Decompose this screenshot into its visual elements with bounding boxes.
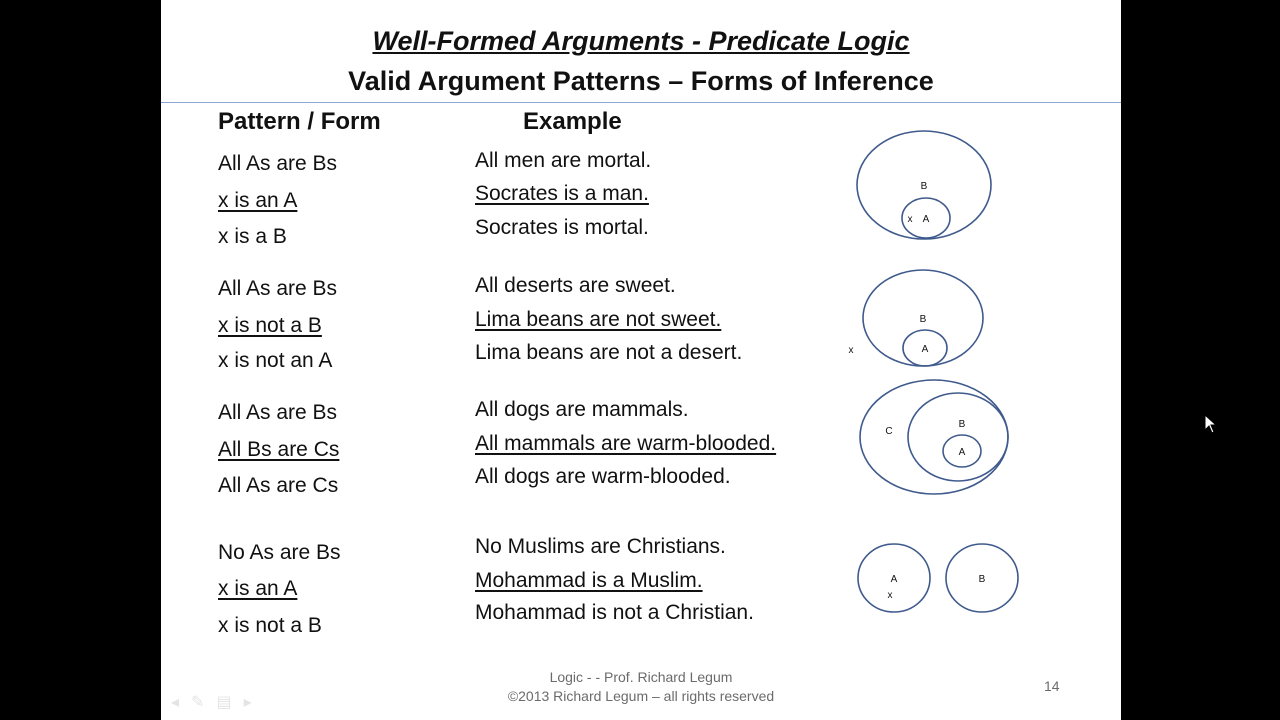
label-b: B xyxy=(919,314,927,325)
pattern-line: All As are Bs xyxy=(218,152,338,175)
pattern-line: No As are Bs xyxy=(218,541,341,564)
example-line: Mohammad is not a Christian. xyxy=(475,601,754,624)
label-a: A xyxy=(958,447,966,458)
prev-slide-icon[interactable]: ◂ xyxy=(171,694,180,711)
pattern-line: x is not a B xyxy=(218,614,322,637)
mouse-cursor-icon xyxy=(1204,414,1218,436)
label-c: C xyxy=(885,426,893,437)
pattern-line: x is not an A xyxy=(218,349,333,372)
pattern-line: x is a B xyxy=(218,225,287,248)
pattern-line: All As are Bs xyxy=(218,277,338,300)
pattern-column-header: Pattern / Form xyxy=(218,108,381,135)
slideshow-nav xyxy=(171,692,252,712)
pattern-line: All As are Cs xyxy=(218,474,339,497)
venn-diagram-2 xyxy=(849,270,984,366)
example-column-header: Example xyxy=(523,108,622,135)
example-line: All mammals are warm-blooded. xyxy=(475,432,777,455)
label-a: A xyxy=(890,574,898,585)
menu-icon[interactable]: ▤ xyxy=(216,694,232,711)
example-line: All dogs are warm-blooded. xyxy=(475,465,731,488)
next-slide-icon[interactable]: ▸ xyxy=(243,694,252,711)
circle-b xyxy=(908,393,1008,481)
example-line: Socrates is a man. xyxy=(475,182,649,205)
slide-title: Well-Formed Arguments - Predicate Logic xyxy=(372,26,910,56)
example-line: All men are mortal. xyxy=(475,149,652,172)
label-a: A xyxy=(922,214,930,225)
slide-number: 14 xyxy=(1044,678,1060,694)
pattern-line: x is an A xyxy=(218,577,298,600)
venn-diagram-4 xyxy=(858,544,1018,612)
label-b: B xyxy=(958,419,966,430)
example-line: All dogs are mammals. xyxy=(475,398,689,421)
footer-course: Logic - - Prof. Richard Legum xyxy=(549,669,733,685)
label-b: B xyxy=(978,574,986,585)
example-line: Lima beans are not sweet. xyxy=(475,308,722,331)
slide xyxy=(161,0,1121,720)
venn-diagram-1 xyxy=(857,131,991,239)
pattern-line: All As are Bs xyxy=(218,401,338,424)
circle-c xyxy=(860,380,1008,494)
pattern-line: All Bs are Cs xyxy=(218,438,340,461)
example-line: Socrates is mortal. xyxy=(475,216,649,239)
pattern-line: x is an A xyxy=(218,189,298,212)
footer-copyright: ©2013 Richard Legum – all rights reserved xyxy=(507,688,775,704)
venn-diagram-3 xyxy=(860,380,1008,494)
pen-icon[interactable]: ✎ xyxy=(191,694,205,711)
example-line: All deserts are sweet. xyxy=(475,274,676,297)
label-x: x xyxy=(907,214,913,225)
example-line: Mohammad is a Muslim. xyxy=(475,569,703,592)
label-x: x xyxy=(887,590,893,601)
example-line: Lima beans are not a desert. xyxy=(475,341,743,364)
venn-diagrams xyxy=(161,0,1121,720)
label-b: B xyxy=(920,181,928,192)
slide-subtitle: Valid Argument Patterns – Forms of Inference xyxy=(348,66,934,96)
pattern-line: x is not a B xyxy=(218,314,322,337)
example-line: No Muslims are Christians. xyxy=(475,535,726,558)
label-x: x xyxy=(848,345,854,356)
label-a: A xyxy=(921,344,929,355)
